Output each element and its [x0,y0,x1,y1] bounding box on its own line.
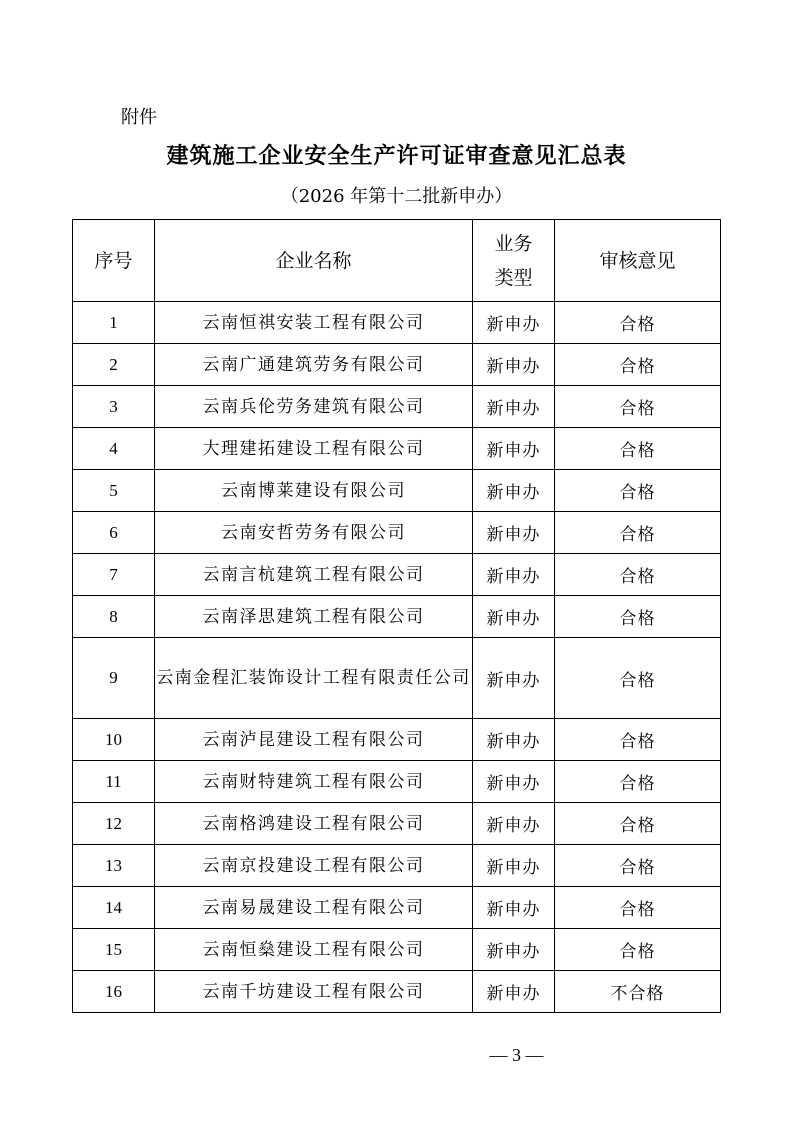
company-name: 云南千坊建设工程有限公司 [155,971,473,1013]
business-type: 新申办 [473,470,555,512]
business-type: 新申办 [473,761,555,803]
header-company: 企业名称 [155,220,473,302]
row-number: 9 [73,638,155,719]
review-result: 合格 [555,596,721,638]
review-result: 合格 [555,470,721,512]
company-name: 云南泽思建筑工程有限公司 [155,596,473,638]
row-number: 8 [73,596,155,638]
review-result: 合格 [555,761,721,803]
review-result: 合格 [555,428,721,470]
business-type: 新申办 [473,845,555,887]
table-row [73,761,721,803]
row-number: 3 [73,386,155,428]
company-name: 云南易晟建设工程有限公司 [155,887,473,929]
header-type-line2: 类型 [494,266,533,289]
row-number: 5 [73,470,155,512]
table-row [73,302,721,344]
company-name: 云南恒祺安装工程有限公司 [155,302,473,344]
row-number: 11 [73,761,155,803]
business-type: 新申办 [473,512,555,554]
company-name: 云南兵伦劳务建筑有限公司 [155,386,473,428]
table-header-row [73,220,721,302]
review-result: 合格 [555,845,721,887]
review-result: 合格 [555,719,721,761]
row-number: 16 [73,971,155,1013]
row-number: 7 [73,554,155,596]
business-type: 新申办 [473,596,555,638]
row-number: 6 [73,512,155,554]
page-subtitle: （2026 年第十二批新申办） [280,186,513,207]
header-type [473,220,555,302]
company-name: 云南泸昆建设工程有限公司 [155,719,473,761]
company-name: 云南格鸿建设工程有限公司 [155,803,473,845]
review-result: 合格 [555,554,721,596]
company-name: 大理建拓建设工程有限公司 [155,428,473,470]
header-opinion: 审核意见 [555,220,721,302]
company-name: 云南安哲劳务有限公司 [155,512,473,554]
header-seq: 序号 [73,220,155,302]
row-number: 13 [73,845,155,887]
business-type: 新申办 [473,386,555,428]
business-type: 新申办 [473,428,555,470]
review-summary-table [72,219,721,1013]
company-name: 云南言杭建筑工程有限公司 [155,554,473,596]
row-number: 12 [73,803,155,845]
page-number: — 3 — [489,1045,544,1065]
table-row [73,803,721,845]
business-type: 新申办 [473,554,555,596]
header-type-line1: 业务 [494,232,533,255]
business-type: 新申办 [473,638,555,719]
business-type: 新申办 [473,803,555,845]
table-row [73,719,721,761]
review-result: 不合格 [555,971,721,1013]
table-row [73,971,721,1013]
table-row [73,386,721,428]
company-name: 云南广通建筑劳务有限公司 [155,344,473,386]
row-number: 1 [73,302,155,344]
row-number: 10 [73,719,155,761]
table-row [73,596,721,638]
company-name: 云南恒燊建设工程有限公司 [155,929,473,971]
row-number: 2 [73,344,155,386]
business-type: 新申办 [473,929,555,971]
company-name: 云南金程汇装饰设计工程有限责任公司 [155,638,473,719]
business-type: 新申办 [473,887,555,929]
business-type: 新申办 [473,719,555,761]
table-row [73,344,721,386]
table-row [73,638,721,719]
attachment-label: 附件 [121,107,157,128]
company-name: 云南财特建筑工程有限公司 [155,761,473,803]
review-result: 合格 [555,887,721,929]
review-result: 合格 [555,803,721,845]
table-row [73,554,721,596]
row-number: 4 [73,428,155,470]
business-type: 新申办 [473,971,555,1013]
review-result: 合格 [555,512,721,554]
review-result: 合格 [555,386,721,428]
table-row [73,929,721,971]
table-row [73,887,721,929]
row-number: 15 [73,929,155,971]
page-title: 建筑施工企业安全生产许可证审查意见汇总表 [166,143,627,169]
table-row [73,512,721,554]
company-name: 云南京投建设工程有限公司 [155,845,473,887]
review-result: 合格 [555,929,721,971]
table-row [73,470,721,512]
row-number: 14 [73,887,155,929]
table-row [73,845,721,887]
business-type: 新申办 [473,344,555,386]
review-result: 合格 [555,302,721,344]
table-row [73,428,721,470]
company-name: 云南博莱建设有限公司 [155,470,473,512]
review-result: 合格 [555,344,721,386]
business-type: 新申办 [473,302,555,344]
review-result: 合格 [555,638,721,719]
